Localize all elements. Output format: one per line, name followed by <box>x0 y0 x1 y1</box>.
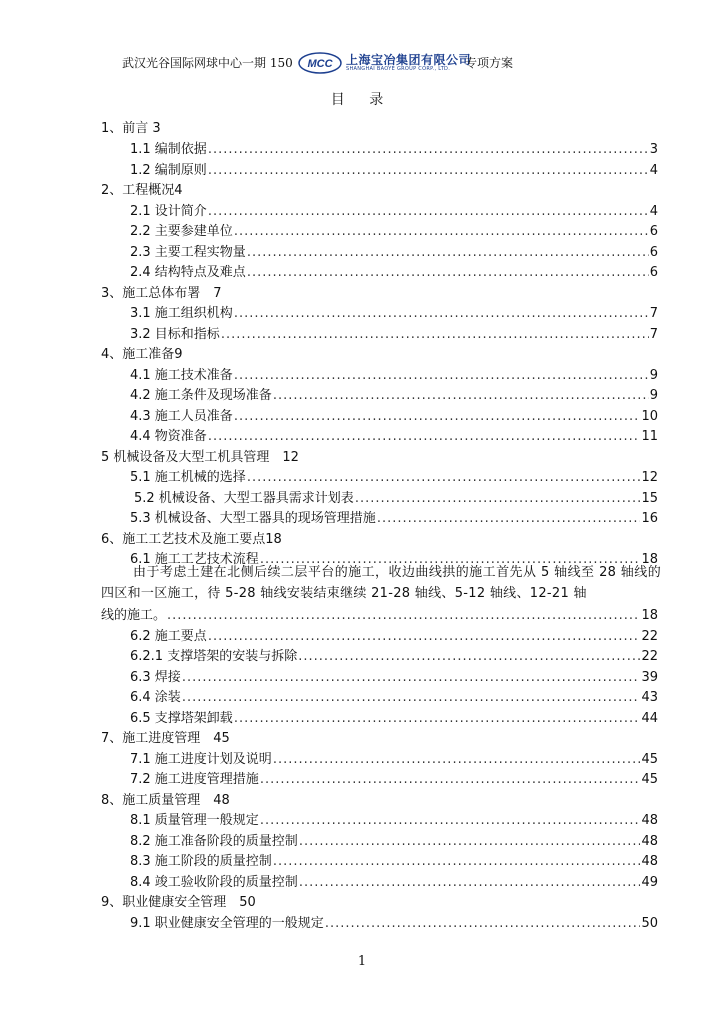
toc-label: 4.4 物资准备 <box>130 429 207 444</box>
leader-dots <box>273 854 641 869</box>
toc-label: 线的施工。 <box>101 608 167 623</box>
toc-page: 48 <box>641 813 658 828</box>
toc-label: 4.1 施工技术准备 <box>130 368 233 383</box>
toc-label: 6、施工工艺技术及施工要点18 <box>101 532 282 547</box>
leader-dots <box>247 245 649 260</box>
toc-label: 5.1 施工机械的选择 <box>130 470 246 485</box>
toc-page: 39 <box>641 670 658 685</box>
toc-label: 1.2 编制原则 <box>130 163 207 178</box>
toc-page: 11 <box>641 429 658 444</box>
toc-label: 2、工程概况4 <box>101 183 183 198</box>
leader-dots <box>234 711 641 726</box>
toc-entry[interactable] <box>130 850 658 871</box>
toc-title: 目 录 <box>330 92 394 108</box>
leader-dots <box>260 813 641 828</box>
toc-heading[interactable] <box>101 891 256 912</box>
toc-label: 5.2 机械设备、大型工器具需求计划表 <box>134 491 354 506</box>
toc-heading[interactable] <box>101 179 183 200</box>
toc-label: 9.1 职业健康安全管理的一般规定 <box>130 916 324 931</box>
toc-page: 18 <box>641 608 658 623</box>
toc-entry[interactable] <box>130 302 658 323</box>
toc-label: 8.1 质量管理一般规定 <box>130 813 259 828</box>
toc-page: 44 <box>641 711 658 726</box>
toc-label: 8.3 施工阶段的质量控制 <box>130 854 272 869</box>
leader-dots <box>234 409 641 424</box>
leader-dots <box>208 429 641 444</box>
toc-entry[interactable] <box>130 625 658 646</box>
leader-dots <box>247 470 641 485</box>
toc-page: 45 <box>641 772 658 787</box>
toc-entry[interactable] <box>130 768 658 789</box>
toc-entry[interactable] <box>130 871 658 892</box>
toc-label: 2.1 设计简介 <box>130 204 207 219</box>
company-logo <box>298 50 472 76</box>
leader-dots <box>299 834 641 849</box>
toc-page: 7 <box>649 327 658 342</box>
toc-label: 7.2 施工进度管理措施 <box>130 772 259 787</box>
toc-page: 16 <box>641 511 658 526</box>
toc-label: 6.4 涂装 <box>130 690 181 705</box>
toc-entry[interactable] <box>130 666 658 687</box>
toc-label: 6.3 焊接 <box>130 670 181 685</box>
toc-page: 43 <box>641 690 658 705</box>
toc-page: 12 <box>641 470 658 485</box>
leader-dots <box>221 327 649 342</box>
toc-page: 3 <box>649 142 658 157</box>
leader-dots <box>377 511 641 526</box>
leader-dots <box>299 875 641 890</box>
toc-label: 4.3 施工人员准备 <box>130 409 233 424</box>
header-project-name: 武汉光谷国际网球中心一期 150 <box>122 56 293 70</box>
leader-dots <box>208 163 649 178</box>
toc-entry[interactable] <box>130 686 658 707</box>
toc-page: 7 <box>649 306 658 321</box>
toc-page: 10 <box>641 409 658 424</box>
toc-page: 50 <box>641 916 658 931</box>
toc-label: 7、施工进度管理 45 <box>101 731 230 746</box>
toc-label: 1、前言 3 <box>101 121 161 136</box>
leader-dots <box>273 388 649 403</box>
leader-dots <box>182 670 641 685</box>
leader-dots <box>273 752 641 767</box>
toc-paragraph[interactable]: 由于考虑土建在北侧后续二层平台的施工，收边曲线拱的施工首先从 5 轴线至 28 轴线的四区和一区施工，待 5-28 轴线安装结束继续 21-28 轴线、5-12 轴线、12-21 轴 <box>101 565 661 601</box>
page-header <box>122 50 602 76</box>
leader-dots <box>208 142 649 157</box>
toc-label: 5.3 机械设备、大型工器具的现场管理措施 <box>130 511 376 526</box>
toc-page: 49 <box>641 875 658 890</box>
leader-dots <box>355 491 641 506</box>
toc-label: 2.4 结构特点及难点 <box>130 265 246 280</box>
toc-page: 18 <box>641 552 658 567</box>
toc-page: 45 <box>641 752 658 767</box>
toc-label: 6.2 施工要点 <box>130 629 207 644</box>
toc-label: 4、施工准备9 <box>101 347 183 362</box>
toc-entry[interactable] <box>130 809 658 830</box>
toc-label: 4.2 施工条件及现场准备 <box>130 388 272 403</box>
toc-label: 1.1 编制依据 <box>130 142 207 157</box>
toc-entry[interactable] <box>130 138 658 159</box>
leader-dots <box>247 265 649 280</box>
leader-dots <box>325 916 641 931</box>
toc-page: 6 <box>649 224 658 239</box>
mcc-logo-icon <box>298 52 342 74</box>
toc-label: 6.2.1 支撑塔架的安装与拆除 <box>130 649 298 664</box>
toc-label: 9、职业健康安全管理 50 <box>101 895 256 910</box>
toc-entry[interactable] <box>130 707 658 728</box>
logo-company-cn: 上海宝冶集团有限公司 <box>346 53 472 67</box>
toc-heading[interactable] <box>101 446 299 467</box>
toc-label: 8.4 竣工验收阶段的质量控制 <box>130 875 298 890</box>
toc-heading[interactable] <box>101 343 183 364</box>
toc-entry[interactable] <box>130 405 658 426</box>
toc-label: 8.2 施工准备阶段的质量控制 <box>130 834 298 849</box>
page-number: 1 <box>357 954 367 969</box>
toc-entry[interactable] <box>130 241 658 262</box>
toc-entry[interactable] <box>130 466 658 487</box>
logo-mark-text: MCC <box>307 58 333 70</box>
toc-label: 3.2 目标和指标 <box>130 327 220 342</box>
leader-dots <box>182 690 641 705</box>
toc-heading[interactable] <box>101 117 161 138</box>
toc-label: 2.3 主要工程实物量 <box>130 245 246 260</box>
toc-entry[interactable] <box>130 507 658 528</box>
toc-label: 3.1 施工组织机构 <box>130 306 233 321</box>
toc-label: 6.5 支撑塔架卸载 <box>130 711 233 726</box>
toc-entry[interactable] <box>130 364 658 385</box>
toc-page: 22 <box>641 629 658 644</box>
toc-page: 9 <box>649 388 658 403</box>
header-doc-type: 专项方案 <box>465 56 514 70</box>
toc-entry[interactable] <box>130 323 658 344</box>
leader-dots <box>167 608 640 623</box>
toc-label: 7.1 施工进度计划及说明 <box>130 752 272 767</box>
toc-label: 5 机械设备及大型工机具管理 12 <box>101 450 299 465</box>
toc-entry[interactable] <box>130 384 658 405</box>
toc-page: 4 <box>649 204 658 219</box>
leader-dots <box>234 368 649 383</box>
toc-page: 6 <box>649 265 658 280</box>
toc-entry[interactable] <box>130 220 658 241</box>
toc-page: 6 <box>649 245 658 260</box>
toc-entry[interactable] <box>130 159 658 180</box>
leader-dots <box>234 224 649 239</box>
toc-heading[interactable] <box>101 528 282 549</box>
toc-page: 4 <box>649 163 658 178</box>
leader-dots <box>208 629 641 644</box>
toc-label: 3、施工总体布署 7 <box>101 286 222 301</box>
toc-entry[interactable] <box>130 200 658 221</box>
toc-heading[interactable] <box>101 282 222 303</box>
logo-company-en: SHANGHAI BAOYE GROUP CORP., LTD. <box>346 66 451 72</box>
leader-dots <box>208 204 649 219</box>
toc-entry[interactable] <box>101 604 658 625</box>
toc-entry[interactable] <box>134 487 658 508</box>
toc-heading[interactable] <box>101 727 230 748</box>
toc-entry[interactable] <box>130 645 658 666</box>
toc-entry[interactable] <box>130 912 658 933</box>
toc-entry[interactable] <box>130 261 658 282</box>
leader-dots <box>260 772 641 787</box>
leader-dots <box>298 649 640 664</box>
toc-page: 22 <box>641 649 658 664</box>
toc-label: 2.2 主要参建单位 <box>130 224 233 239</box>
toc-page: 15 <box>641 491 658 506</box>
toc-label: 8、施工质量管理 48 <box>101 793 230 808</box>
toc-entry[interactable] <box>130 830 658 851</box>
toc-page: 9 <box>649 368 658 383</box>
toc-entry[interactable] <box>130 748 658 769</box>
toc-label: 6.1 施工工艺技术流程 <box>130 552 259 567</box>
toc-page: 48 <box>641 854 658 869</box>
leader-dots <box>234 306 649 321</box>
toc-entry[interactable] <box>130 425 658 446</box>
toc-heading[interactable] <box>101 789 230 810</box>
toc-page: 48 <box>641 834 658 849</box>
